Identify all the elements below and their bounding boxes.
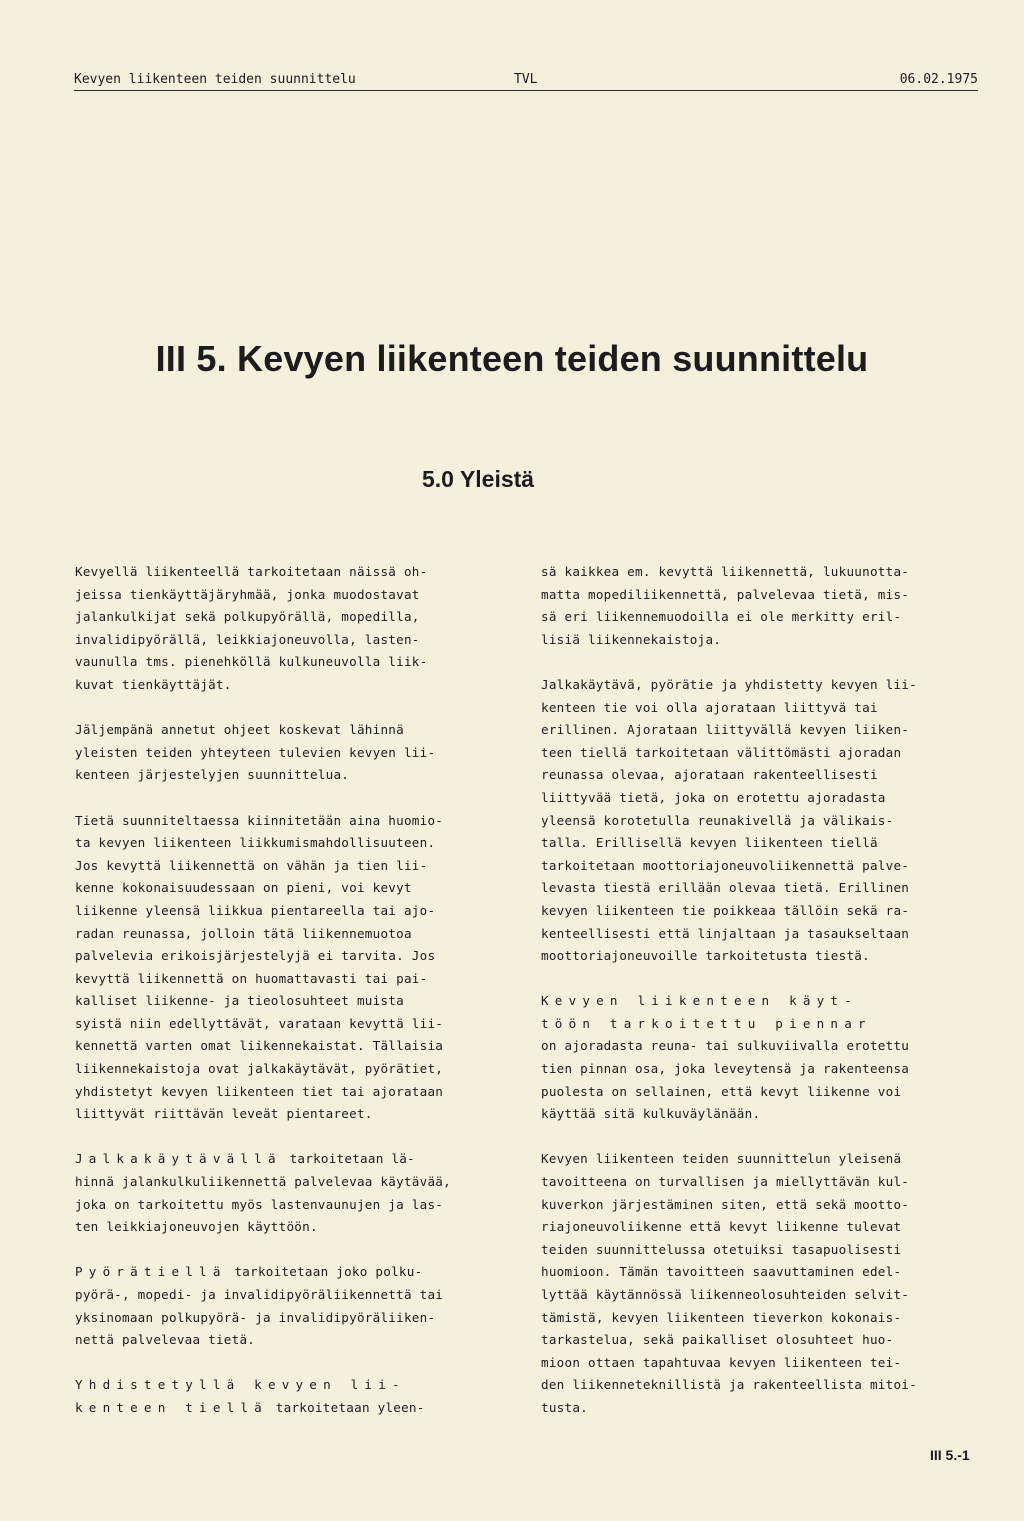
text-line: reunassa olevaa, ajorataan rakenteellisesti [541, 767, 878, 783]
text-line: vaunulla tms. pienehköllä kulkuneuvolla liik- [75, 654, 428, 670]
text-line: tarkastelua, sekä paikalliset olosuhteet huo- [541, 1332, 894, 1348]
chapter-title: III 5. Kevyen liikenteen teiden suunnittelu [155, 338, 869, 379]
text-line: erillinen. Ajorataan liittyvällä kevyen liiken- [541, 722, 910, 738]
text-line: hinnä jalankulkuliikennettä palvelevaa käytävää, [75, 1174, 451, 1190]
text-line: liittyvää tietä, joka on erotettu ajoradasta [541, 789, 886, 805]
text-line: kevyen liikenteen tie poikkeaa tällöin sekä ra- [541, 902, 910, 918]
text-line: yksinomaan polkupyörä- ja invalidipyöräliiken- [75, 1309, 436, 1325]
term-cycleway: Pyörätiellä [75, 1264, 227, 1280]
text-line: liikenne yleensä liikkua pientareella tai ajo- [75, 902, 436, 918]
text-line: jeissa tienkäyttäjäryhmää, jonka muodostavat [75, 586, 420, 602]
text-line: lisiä liikennekaistoja. [541, 631, 722, 647]
paragraph-planning [75, 810, 515, 1126]
text-line: lyttää käytännössä liikenneolosuhteiden selvit- [541, 1287, 910, 1302]
text-line: puolesta on sellainen, että kevyt liikenne voi [541, 1083, 902, 1099]
text-line: tusta. [541, 1399, 588, 1415]
text-line: kenteen tie voi olla ajorataan liittyvä tai [541, 699, 878, 715]
text-line: kenne kokonaisuudessaan on pieni, voi kevyt [75, 880, 412, 896]
text-line [75, 1261, 515, 1284]
text-line: kevyttä liikennettä on huomattavasti tai pai- [75, 970, 428, 986]
text-line [75, 1397, 515, 1420]
text-line: liikennekaistoja ovat jalkakäytävät, pyörätiet, [75, 1061, 444, 1077]
text-line: moottoriajoneuvoille tarkoitetusta tiestä. [541, 948, 870, 964]
text-line: riajoneuvoliikenne että kevyt liikenne tulevat [541, 1219, 902, 1235]
paragraph-combined-path-cont [541, 561, 981, 651]
text-line: invalidipyörällä, leikkiajoneuvolla, lasten- [75, 631, 420, 647]
text-line: palvelevia erikoisjärjestelyjä ei tarvita. Jos [75, 948, 436, 964]
text-line: Kevyellä liikenteellä tarkoitetaan näissä oh- [75, 564, 428, 579]
text-line: den liikenneteknillistä ja rakenteellista mitoi- [541, 1377, 917, 1393]
right-column [541, 561, 981, 1442]
term-shoulder-line2: töön tarkoitettu piennar [541, 1015, 872, 1031]
term-combined-path-line2: kenteen tiellä [75, 1399, 268, 1415]
text-line: tarkoitetaan moottoriajoneuvoliikennettä palve- [541, 857, 910, 873]
text-line: kennettä varten omat liikennekaistat. Tällaisia [75, 1038, 444, 1054]
text-line: tien pinnan osa, joka leveytensä ja rakenteensa [541, 1061, 910, 1077]
text-fragment: tarkoitetaan yleen- [267, 1399, 425, 1415]
text-line: kenteen järjestelyjen suunnittelua. [75, 767, 350, 783]
paragraph-shoulder [541, 990, 981, 1126]
text-line: liittyvät riittävän leveät pientareet. [75, 1106, 373, 1122]
text-line: yhdistetyt kevyen liikenteen tiet tai ajorataan [75, 1083, 444, 1099]
term-shoulder-line1: Kevyen liikenteen käyt- [541, 993, 858, 1009]
text-line: käyttää sitä kulkuväylänään. [541, 1106, 761, 1122]
text-line: Jos kevyttä liikennettä on vähän ja tien lii- [75, 857, 428, 873]
paragraph-combined-path [75, 1374, 515, 1419]
text-line [75, 1148, 515, 1171]
text-line: ta kevyen liikenteen liikkumismahdollisuuteen. [75, 835, 436, 851]
text-line: Jalkakäytävä, pyörätie ja yhdistetty kevyen lii- [541, 676, 917, 692]
text-line: nettä palvelevaa tietä. [75, 1332, 256, 1348]
text-line: tämistä, kevyen liikenteen tieverkon kokonais- [541, 1309, 902, 1325]
text-line: sä eri liikennemuodoilla ei ole merkitty eril- [541, 609, 902, 625]
text-line: Tietä suunniteltaessa kiinnitetään aina huomio- [75, 812, 444, 828]
text-line: levasta tiestä erillään olevaa tietä. Erillinen [541, 880, 910, 896]
header-org: TVL [514, 72, 538, 87]
text-line: sä kaikkea em. kevyttä liikennettä, lukuunotta- [541, 564, 910, 579]
term-sidewalk: Jalkakäytävällä [75, 1151, 282, 1167]
text-line: kalliset liikenne- ja tieolosuhteet muista [75, 993, 404, 1009]
header-date: 06.02.1975 [899, 72, 978, 87]
text-fragment: tarkoitetaan lä- [281, 1151, 415, 1167]
paragraph-scope [75, 719, 515, 787]
text-line: ten leikkiajoneuvojen käyttöön. [75, 1219, 318, 1235]
text-line: huomioon. Tämän tavoitteen saavuttaminen edel- [541, 1264, 902, 1280]
text-line: radan reunassa, jolloin tätä liikennemuotoa [75, 925, 412, 941]
running-header [74, 68, 978, 91]
paragraph-definition-light-traffic [75, 561, 515, 697]
text-line: talla. Erillisellä kevyen liikenteen tiellä [541, 835, 878, 851]
paragraph-sidewalk [75, 1148, 515, 1238]
text-line: Kevyen liikenteen teiden suunnittelun yleisenä [541, 1151, 902, 1167]
text-line: mioon ottaen tapahtuvaa kevyen liikenteen tei- [541, 1354, 902, 1370]
section-title: 5.0 Yleistä [422, 466, 535, 492]
term-combined-path-line1: Yhdistetyllä kevyen lii- [75, 1377, 406, 1393]
text-line: teiden suunnittelussa otetuiksi tasapuolisesti [541, 1241, 902, 1257]
text-line: yleensä korotetulla reunakivellä ja välikais- [541, 812, 894, 828]
text-line: joka on tarkoitettu myös lastenvaunujen ja las- [75, 1196, 444, 1212]
text-line: matta mopediliikennettä, palvelevaa tietä, mis- [541, 586, 910, 602]
text-line: tavoitteena on turvallisen ja miellyttävän kul- [541, 1174, 910, 1190]
paragraph-road-types [541, 674, 981, 968]
text-line: syistä niin edellyttävät, varataan kevyttä lii- [75, 1015, 444, 1031]
text-line: yleisten teiden yhteyteen tulevien kevyen lii- [75, 744, 436, 760]
text-line: kuverkon järjestäminen siten, että sekä mootto- [541, 1196, 910, 1212]
text-line: kenteellisesti että linjaltaan ja tasaukseltaan [541, 925, 910, 941]
left-column [75, 561, 515, 1442]
text-line: pyörä-, mopedi- ja invalidipyöräliikennettä tai [75, 1287, 444, 1302]
paragraph-cycleway [75, 1261, 515, 1351]
text-line: jalankulkijat sekä polkupyörällä, mopedilla, [75, 609, 420, 625]
paragraph-objectives [541, 1148, 981, 1419]
page-number: III 5.-1 [930, 1447, 970, 1463]
header-title: Kevyen liikenteen teiden suunnittelu [74, 72, 356, 87]
text-fragment: tarkoitetaan joko polku- [226, 1264, 423, 1280]
text-line: teen tiellä tarkoitetaan välittömästi ajoradan [541, 744, 902, 760]
text-line: on ajoradasta reuna- tai sulkuviivalla erotettu [541, 1038, 910, 1054]
text-line: kuvat tienkäyttäjät. [75, 676, 232, 692]
text-line: Jäljempänä annetut ohjeet koskevat lähinnä [75, 722, 404, 738]
